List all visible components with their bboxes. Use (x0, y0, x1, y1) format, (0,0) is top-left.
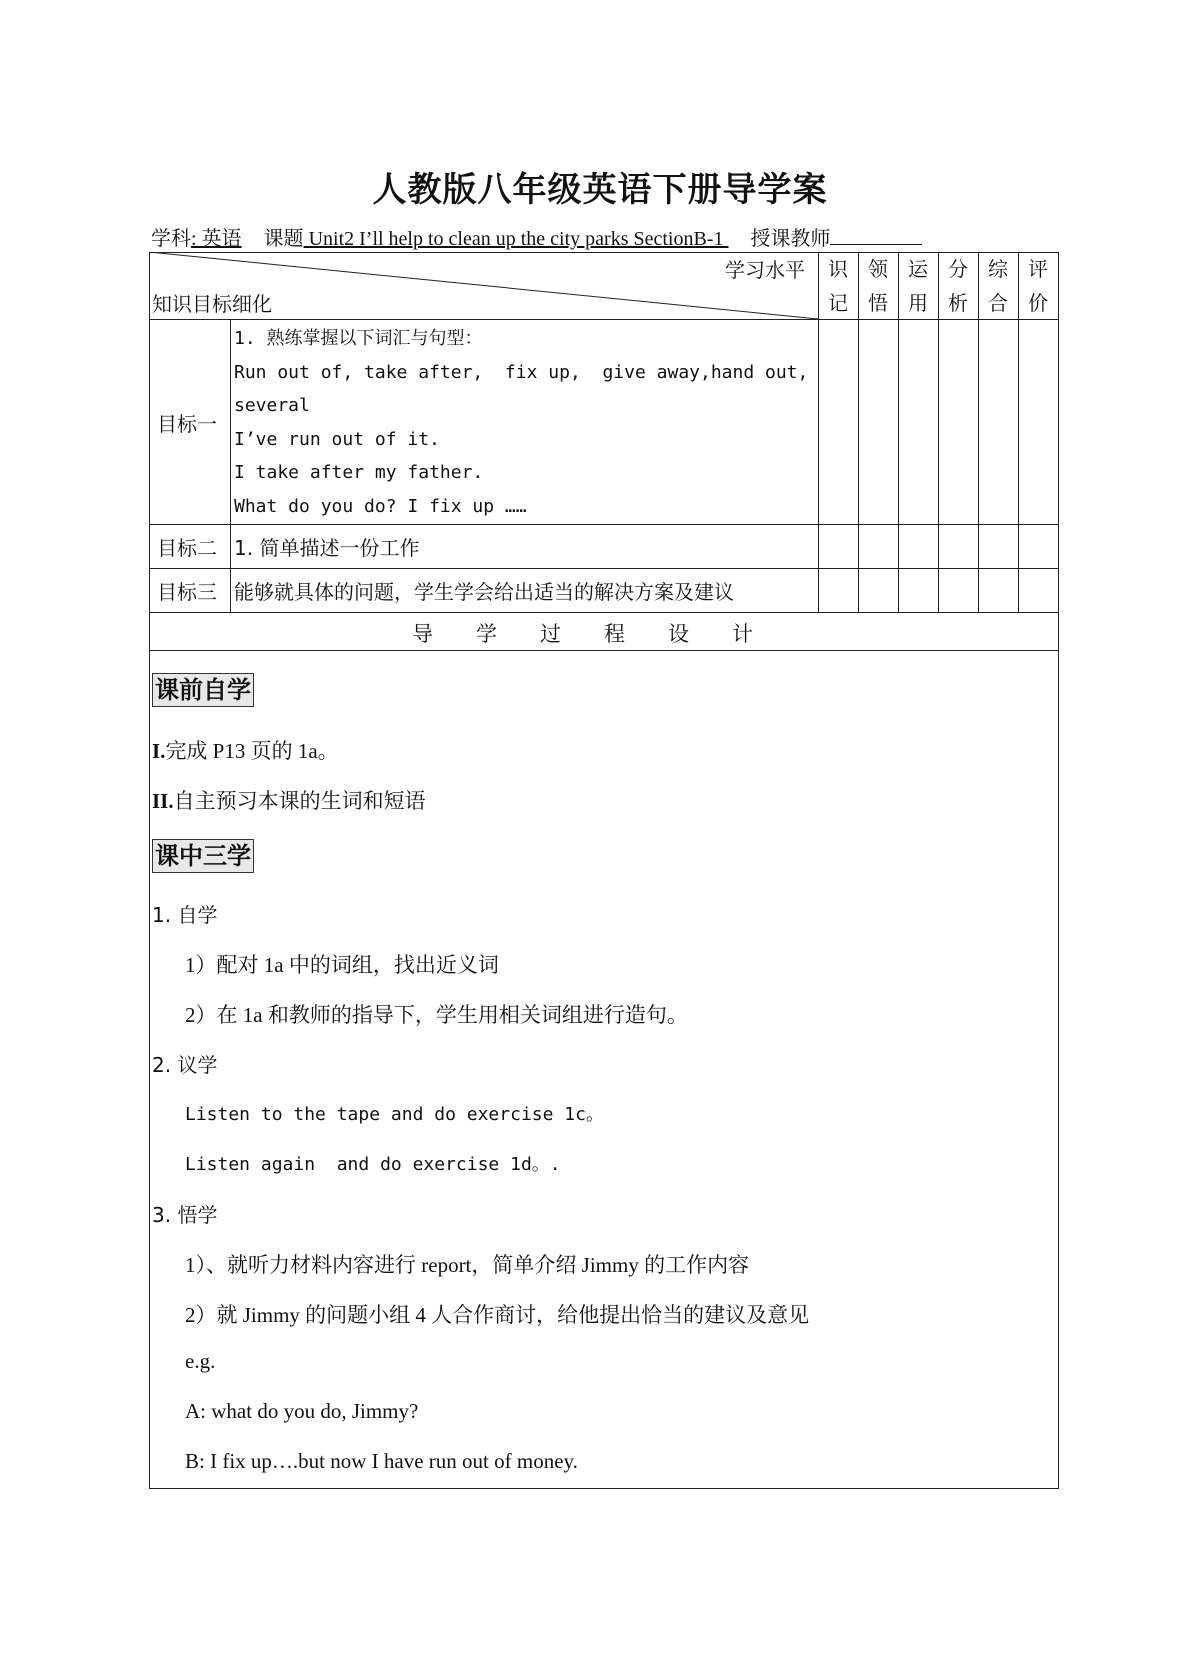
goal-3-label: 目标三 (157, 580, 217, 604)
goal-1-line: several (234, 395, 310, 416)
goal-1-line: 1. 熟练掌握以下词汇与句型： (234, 328, 483, 349)
goal-1-line: I take after my father. (234, 462, 484, 483)
self-study-title: 1. 自学 (152, 903, 218, 927)
in-class-heading: 课中三学 (152, 839, 254, 873)
goal-1-line: I’ve run out of it. (234, 428, 440, 450)
insight-title: 3. 悟学 (152, 1203, 218, 1227)
pre-class-item-1: I.完成 P13 页的 1a。 (152, 739, 339, 763)
topic-label: 课题 (263, 228, 304, 250)
lesson-table (149, 252, 1059, 1489)
page-title: 人教版八年级英语下册导学案 (372, 170, 828, 210)
goal-1-line: Run out of, take after, fix up, give away,hand out, (234, 361, 809, 383)
insight-item-1: 1）、就听力材料内容进行 report，简单介绍 Jimmy 的工作内容 (185, 1253, 750, 1277)
discussion-title: 2. 议学 (152, 1053, 218, 1077)
self-study-item-2: 2）在 1a 和教师的指导下，学生用相关词组进行造句。 (185, 1003, 688, 1027)
insight-item-2: 2）就 Jimmy 的问题小组 4 人合作商讨，给他提出恰当的建议及意见 (185, 1303, 810, 1327)
header-level-label: 学习水平 (725, 258, 805, 282)
level-recall: 识 记 (828, 257, 848, 315)
level-synthesize: 综 合 (988, 257, 1008, 315)
insight-example-label: e.g. (185, 1349, 216, 1373)
level-analyze: 分 析 (948, 257, 968, 315)
process-heading: 导学过程设计 (412, 622, 796, 646)
discussion-item-1: Listen to the tape and do exercise 1c。 (185, 1104, 604, 1125)
pre-class-heading: 课前自学 (152, 673, 254, 707)
goal-2-label: 目标二 (157, 536, 217, 560)
level-apply: 运 用 (908, 257, 928, 315)
level-understand: 领 悟 (868, 257, 888, 315)
pre-class-item-2: II.自主预习本课的生词和短语 (152, 789, 426, 813)
goal-1-content (234, 322, 808, 523)
goal-1-label: 目标一 (157, 412, 217, 436)
level-evaluate: 评 价 (1028, 257, 1048, 315)
goal-2-content: 1. 简单描述一份工作 (234, 536, 420, 560)
header-goal-label: 知识目标细化 (152, 292, 272, 316)
teacher-label: 授课教师 (750, 228, 831, 250)
dialogue-line-a: A: what do you do, Jimmy? (185, 1399, 419, 1423)
subject-label: 学科 (151, 228, 191, 250)
topic-value: Unit2 I’ll help to clean up the city parks SectionB-1 (303, 228, 729, 250)
goal-3-content: 能够就具体的问题，学生学会给出适当的解决方案及建议 (234, 580, 734, 604)
dialogue-line-b: B: I fix up….but now I have run out of money. (185, 1449, 578, 1473)
header-info (151, 222, 1051, 251)
discussion-item-2: Listen again and do exercise 1d。. (185, 1154, 561, 1175)
teacher-blank (830, 226, 922, 245)
self-study-item-1: 1）配对 1a 中的词组，找出近义词 (185, 953, 499, 977)
subject-value: : 英语 (191, 228, 242, 250)
goal-1-line: What do you do? I fix up …… (234, 495, 527, 517)
